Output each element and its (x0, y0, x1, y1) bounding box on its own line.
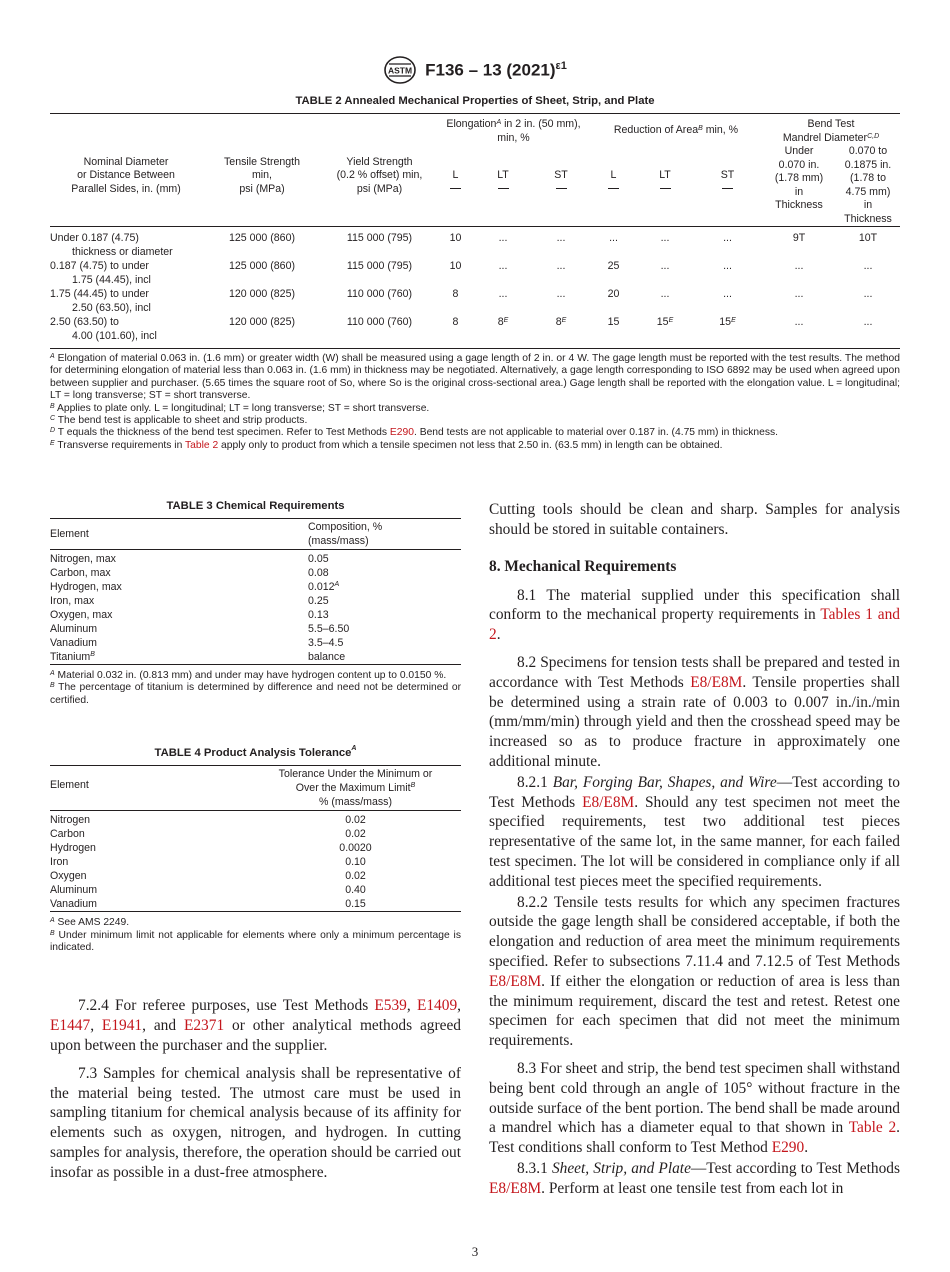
table4 (50, 765, 461, 912)
table-cell: Vanadium (50, 637, 97, 649)
table4-title: TABLE 4 Product Analysis Tolerance$^A$ (154, 745, 357, 760)
table-cell: Oxygen (50, 870, 87, 883)
link-e8-e8m[interactable]: E8/E8M (489, 972, 542, 990)
table-cell: 0.25 (308, 595, 329, 607)
table-cell: ... (556, 288, 566, 300)
paragraph-7-2-4: 7.2.4 For referee purposes, use Test Methods E539, E1409, E1447, E1941, and E2371 or other analytical methods agreed upon between the purchaser and the supplier. (50, 997, 461, 1055)
table-cell: Oxygen, max (50, 609, 113, 621)
table-cell: Hydrogen (50, 842, 96, 855)
table3-body (50, 550, 461, 665)
table-cell: ... (556, 260, 566, 272)
table-row (50, 259, 900, 287)
table-cell: Vanadium (50, 897, 250, 912)
table-row (50, 827, 461, 841)
table3-head-composition: Composition, % (mass/mass) (308, 519, 461, 550)
th-reduction: Reduction of Area$^B$ min, % (613, 124, 739, 136)
table2-footnote-c: $^C$ The bend test is applicable to sheet and strip products. (50, 415, 308, 427)
table-row (50, 594, 461, 608)
page-number: 3 (471, 1244, 479, 1259)
th-el-l: L (437, 145, 474, 227)
table-cell: $15^E$ (693, 315, 762, 349)
table-row (50, 580, 461, 594)
table-cell: 120 000 (825) (229, 288, 295, 300)
table-cell: ... (723, 260, 732, 272)
table2-header-row1 (50, 114, 900, 146)
table-cell: 110 000 (760) (322, 315, 437, 349)
th-el-lt: LT (474, 145, 532, 227)
table3-footnote-b: $^B$ The percentage of titanium is determined by difference and need not be determined or certified. (50, 682, 461, 706)
paragraph-8-3: 8.3 For sheet and strip, the bend test specimen shall withstand being bent cold through an angle of 105° without fracture in the outside surface of the bent portion. The bend shall be made around a mandrel which has a diameter equal to that shown in Table 2. Test conditions shall conform to Test Method E290. (489, 1059, 900, 1157)
link-e8-e8m[interactable]: E8/E8M (690, 673, 743, 691)
table-cell: Aluminum (50, 623, 98, 635)
table-cell: 0.13 (308, 609, 329, 621)
th-bend: Bend Test Mandrel Diameter$^{C,D}$ (782, 118, 880, 144)
table-cell: 25 (607, 260, 620, 272)
table-cell: Titanium$^B$ (50, 650, 308, 665)
table3-title: TABLE 3 Chemical Requirements (166, 500, 345, 512)
page-header (0, 54, 950, 86)
table-cell: ... (498, 288, 508, 300)
table-cell: 125 000 (860) (229, 232, 295, 244)
epsilon-note: ε1 (555, 59, 567, 72)
table4-header (50, 766, 461, 811)
table-cell: 0.08 (308, 567, 329, 579)
table3-footnotes (50, 670, 461, 707)
table-cell: 3.5–4.5 (308, 637, 344, 649)
table-cell: ... (762, 315, 836, 349)
table-cell: 8 (437, 315, 474, 349)
table-cell: ... (498, 232, 508, 244)
table-cell: ... (723, 232, 732, 244)
link-table2[interactable]: Table 2 (848, 1119, 897, 1137)
table-row (50, 550, 461, 567)
table-cell: ... (498, 260, 508, 272)
table3 (50, 518, 461, 665)
document-designation: F136 – 13 $(2021)^{\varepsilon 1}$ (425, 59, 567, 80)
table-cell: ... (794, 260, 804, 272)
table-row (50, 608, 461, 622)
table-row (50, 636, 461, 650)
paragraph-continued: Cutting tools should be clean and sharp. Samples for analysis should be stored in suitable containers. (489, 501, 900, 538)
table-row (50, 315, 900, 349)
table2-footnotes (50, 353, 900, 452)
table4-head-tolerance: Tolerance Under the Minimum or Over the Maximum Limit$^B$ % (mass/mass) (250, 766, 461, 811)
table3-footnote-a: $^A$ Material 0.032 in. (0.813 mm) and under may have hydrogen content up to 0.0150 %. (50, 670, 447, 681)
th-bend-under: Under 0.070 in. (1.78 mm) in Thickness (774, 145, 824, 211)
table-cell: Iron (50, 856, 69, 869)
link-e539[interactable]: E539 (374, 997, 407, 1015)
table-cell: ... (836, 315, 900, 349)
table-cell: 20 (607, 288, 620, 300)
table-cell: Iron, max (50, 595, 95, 607)
table-cell: Nitrogen (50, 814, 91, 827)
paragraph-8-2-1: 8.2.1 Bar, Forging Bar, Shapes, and Wire—Test according to Test Methods E8/E8M. Should any test specimen not meet the specified requirements, test two additional test pieces representative of the same lot, in the same manner, for each failed test specimen. The lot will be considered in compliance only if all additional test pieces meet the specified requirements. (489, 773, 900, 890)
table-cell: 0.10 (345, 856, 366, 869)
link-tables-1-2[interactable]: Tables 1 and 2 (489, 606, 900, 644)
table-cell: 10 (449, 260, 462, 272)
table-row (50, 869, 461, 883)
table4-head-element: Element (50, 766, 250, 811)
table-cell: Nitrogen, max (50, 553, 116, 565)
th-bend-over: 0.070 to 0.1875 in. (1.78 to 4.75 mm) in Thickness (844, 145, 892, 225)
table-cell: 0.02 (345, 870, 366, 883)
table-cell: 0.02 (345, 814, 366, 827)
table-cell: 0.0020 (339, 842, 372, 855)
table2 (50, 113, 900, 349)
table-cell: ... (723, 288, 732, 300)
table-cell: 2.50 (63.50) to 4.00 (101.60), incl (50, 315, 202, 349)
table-cell: 10 (449, 232, 462, 244)
link-e290[interactable]: E290 (771, 1139, 805, 1157)
table-cell: balance (308, 650, 461, 665)
table-cell: Hydrogen, max (50, 581, 122, 593)
paragraph-7-3: 7.3 Samples for chemical analysis shall be representative of the material being tested. The utmost care must be used in sampling titanium for chemical analysis because of its affinity for elements such as oxygen, nitrogen, and hydrogen. In cutting samples for analysis, therefore, the operation should be carried out insofar as possible in a dust-free atmosphere. (50, 1064, 461, 1181)
link-e2371[interactable]: E2371 (183, 1017, 225, 1035)
table-cell: ... (660, 260, 670, 272)
table-cell: 120 000 (825) (202, 315, 322, 349)
table-cell: 10T (858, 232, 878, 244)
th-ra-l: L (590, 145, 637, 227)
table-cell: ... (556, 232, 566, 244)
paragraph-8-2: 8.2 Specimens for tension tests shall be prepared and tested in accordance with Test Methods E8/E8M. Tensile properties shall be determined using a strain rate of 0.003 to 0.007 in./in./min (mm/mm/min) through yield and then the crosshead speed may be increased so as to produce fracture in approximately one additional minute. (489, 653, 900, 770)
table-row (50, 897, 461, 912)
table-cell: $0.012^A$ (308, 581, 340, 593)
table-row (50, 811, 461, 828)
table-cell: ... (660, 288, 670, 300)
table-cell: 15 (590, 315, 637, 349)
table2-title: TABLE 2 Annealed Mechanical Properties of Sheet, Strip, and Plate (295, 95, 655, 107)
link-e1941[interactable]: E1941 (101, 1017, 143, 1035)
link-e1447[interactable]: E1447 (50, 1017, 91, 1035)
link-e1409[interactable]: E1409 (416, 997, 458, 1015)
th-ra-st: ST (693, 145, 762, 227)
link-e290[interactable]: E290 (389, 427, 414, 439)
table-row (50, 650, 461, 665)
table-cell: 125 000 (860) (229, 260, 295, 272)
table-row (50, 622, 461, 636)
th-elongation: Elongation$^A$ in 2 in. (50 mm), min, % (446, 118, 581, 144)
right-column (489, 500, 900, 1199)
th-nominal: Nominal Diameter or Distance Between Parallel Sides, in. (mm) (71, 155, 181, 195)
link-e8-e8m[interactable]: E8/E8M (489, 1179, 542, 1197)
link-e8-e8m[interactable]: E8/E8M (582, 793, 635, 811)
table-cell: Carbon (50, 828, 85, 841)
table-cell: Carbon, max (50, 567, 111, 579)
table-cell: $8^E$ (532, 315, 590, 349)
table-cell: 115 000 (795) (346, 260, 413, 272)
table-cell: 0.02 (345, 828, 366, 841)
table2-footnote-a: $^A$ Elongation of material 0.063 in. (1.6 mm) or greater width (W) shall be measured using a gage length of 2 in. or 4 W. The gage length must be reported with the test results. The method for determining elongation of material less than 0.063 in. (1.6 mm) in thickness may be negotiated. Alternatively, a gage length corresponding to ISO 6892 may be used when agreed upon between supplier and purchaser. (5.65 times the square root of So, where So is the original cross-sectional area.) Gage length shall be reported with the elongation value. L = longitudinal; LT = long transverse; ST = short transverse. (50, 353, 900, 402)
table-cell: ... (863, 260, 873, 272)
table-row (50, 287, 900, 315)
table2-footnote-b: $^B$ Applies to plate only. L = longitudinal; LT = long transverse; ST = short transverse. (50, 402, 430, 414)
table4-footnote-a: $^A$ See AMS 2249. (50, 917, 130, 929)
table-cell: 5.5–6.50 (308, 623, 350, 635)
table4-footnote-b: $^B$ Under minimum limit not applicable for elements where only a minimum percentage is indicated. (50, 929, 461, 954)
table-cell: 8 (452, 288, 459, 300)
table-cell: ... (794, 288, 804, 300)
table2-footnote-d: $^D$ T equals the thickness of the bend test specimen. Refer to Test Methods E290. Bend tests are not applicable to material over 0.187 in. (4.75 mm) in thickness. (50, 427, 778, 439)
table-cell: 0.15 (250, 897, 461, 912)
table4-body (50, 811, 461, 912)
logo-text: ASTM (388, 65, 413, 76)
paragraph-8-2-2: 8.2.2 Tensile tests results for which any specimen fractures outside the gage length shall be considered acceptable, if both the elongation and reduction of area meet the minimum requirements specified. Refer to subsections 7.11.4 and 7.12.5 of Test Methods E8/E8M. If either the elongation or reduction of area is less than the minimum requirement, discard the test and retest. Retest one specimen for each specimen that did not meet the minimum requirements. (489, 893, 900, 1050)
table3-head-element: Element (50, 519, 308, 550)
table3-header (50, 519, 461, 550)
table-cell: 9T (792, 232, 806, 244)
table-row (50, 227, 900, 260)
table-cell: Aluminum (50, 884, 98, 897)
table-cell: $15^E$ (637, 315, 693, 349)
table-row (50, 566, 461, 580)
table-row (50, 855, 461, 869)
th-tensile: Tensile Strength min, psi (MPa) (224, 155, 300, 195)
table-cell: 1.75 (44.45) to under 2.50 (63.50), incl (50, 288, 151, 314)
table-cell: ... (660, 232, 670, 244)
table2-body (50, 227, 900, 349)
th-yield: Yield Strength (0.2 % offset) min, psi (MPa) (336, 155, 423, 195)
left-column (50, 500, 461, 1183)
section-8-heading: 8. Mechanical Requirements (489, 557, 677, 575)
paragraph-8-3-1: 8.3.1 Sheet, Strip, and Plate—Test according to Test Methods E8/E8M. Perform at least one tensile test from each lot in (489, 1159, 900, 1197)
table-row (50, 841, 461, 855)
table-cell: 0.40 (345, 884, 366, 897)
table-cell: Under 0.187 (4.75) thickness or diameter (50, 232, 173, 258)
table-cell: 0.187 (4.75) to under 1.75 (44.45), incl (50, 260, 151, 286)
table4-footnotes (50, 917, 461, 954)
astm-logo-icon (383, 55, 417, 85)
table-cell: ... (609, 232, 618, 244)
paragraph-8-1: 8.1 The material supplied under this specification shall conform to the mechanical property requirements in Tables 1 and 2. (489, 586, 900, 644)
table-cell: $8^E$ (474, 315, 532, 349)
link-table2[interactable]: Table 2 (184, 439, 219, 451)
table-row (50, 883, 461, 897)
th-el-st: ST (532, 145, 590, 227)
th-ra-lt: LT (637, 145, 693, 227)
table-cell: 115 000 (795) (346, 232, 413, 244)
table2-footnote-e: $^E$ Transverse requirements in Table 2 apply only to product from which a tensile specimen not less that 2.50 in. (63.5 mm) in length can be obtained. (50, 439, 723, 451)
table-cell: 0.05 (308, 553, 329, 565)
table-cell: 110 000 (760) (346, 288, 413, 300)
table-cell: ... (863, 288, 873, 300)
